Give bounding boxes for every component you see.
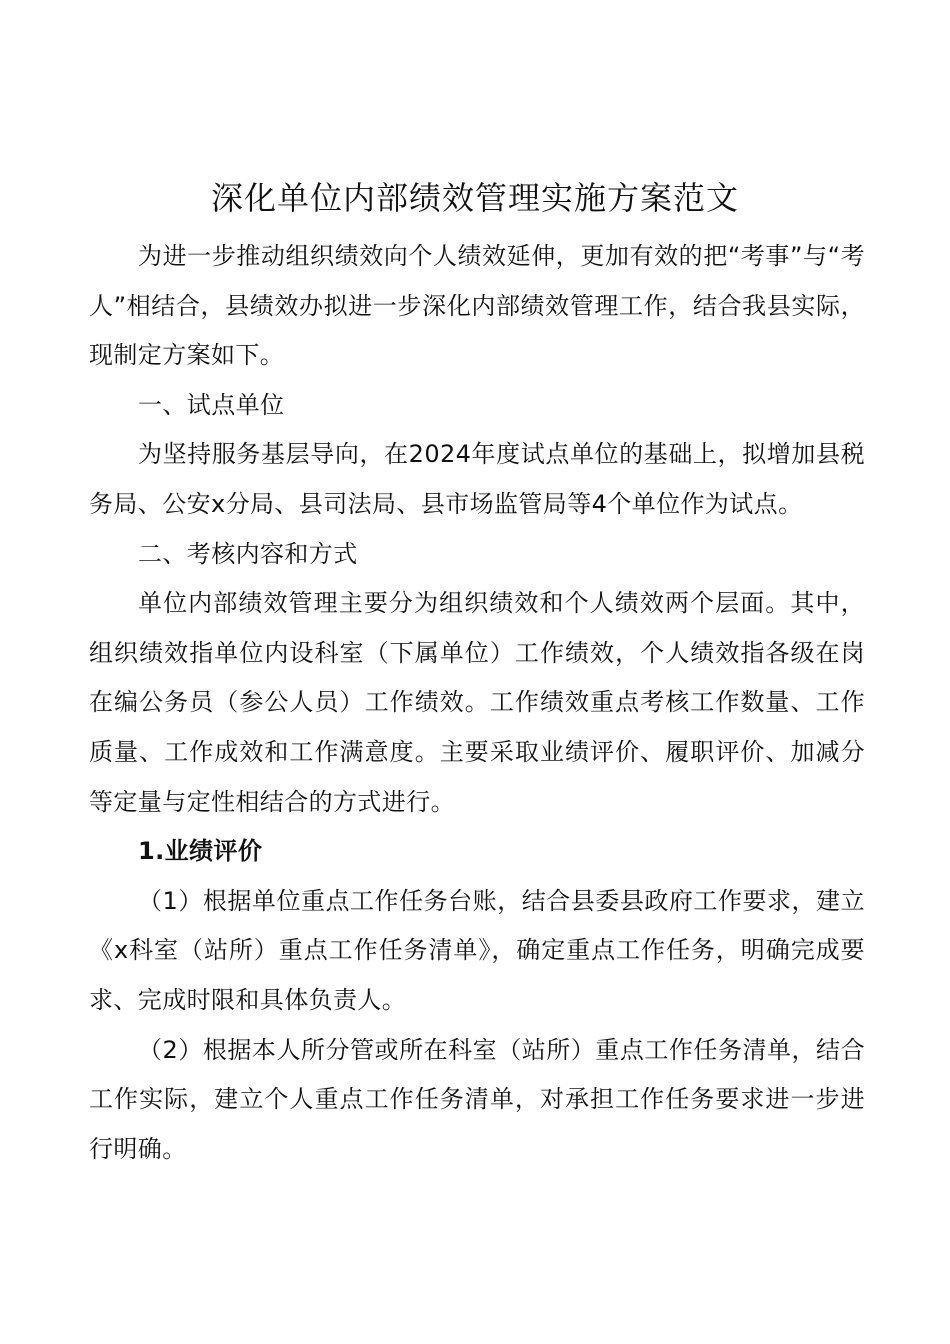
document-title: 深化单位内部绩效管理实施方案范文 xyxy=(210,179,739,217)
body-paragraph: （2）根据本人所分管或所在科室（站所）重点工作任务清单，结合工作实际，建立个人重点工作任务清单，对承担工作任务要求进一步进行明确。 xyxy=(89,1035,865,1163)
body-paragraph: 为坚持服务基层导向，在2024年度试点单位的基础上，拟增加县税务局、公安x分局、县司法局、县市场监管局等4个单位作为试点。 xyxy=(89,440,865,518)
section-heading-1: 一、试点单位 xyxy=(138,390,285,419)
document-body xyxy=(89,232,865,1174)
subsection-heading: 1.业绩评价 xyxy=(138,837,263,866)
body-paragraph: （1）根据单位重点工作任务台账，结合县委县政府工作要求，建立《x科室（站所）重点工作任务清单》，确定重点工作任务，明确完成要求、完成时限和具体负责人。 xyxy=(89,886,865,1014)
body-paragraph: 单位内部绩效管理主要分为组织绩效和个人绩效两个层面。其中，组织绩效指单位内设科室（下属单位）工作绩效，个人绩效指各级在岗在编公务员（参公人员）工作绩效。工作绩效重点考核工作数量、工作质量、工作成效和工作满意度。主要采取业绩评价、履职评价、加减分等定量与定性相结合的方式进行。 xyxy=(89,589,865,816)
section-heading-2: 二、考核内容和方式 xyxy=(138,539,358,568)
intro-paragraph: 为进一步推动组织绩效向个人绩效延伸，更加有效的把“考事”与“考人”相结合，县绩效办拟进一步深化内部绩效管理工作，结合我县实际，现制定方案如下。 xyxy=(89,242,865,370)
